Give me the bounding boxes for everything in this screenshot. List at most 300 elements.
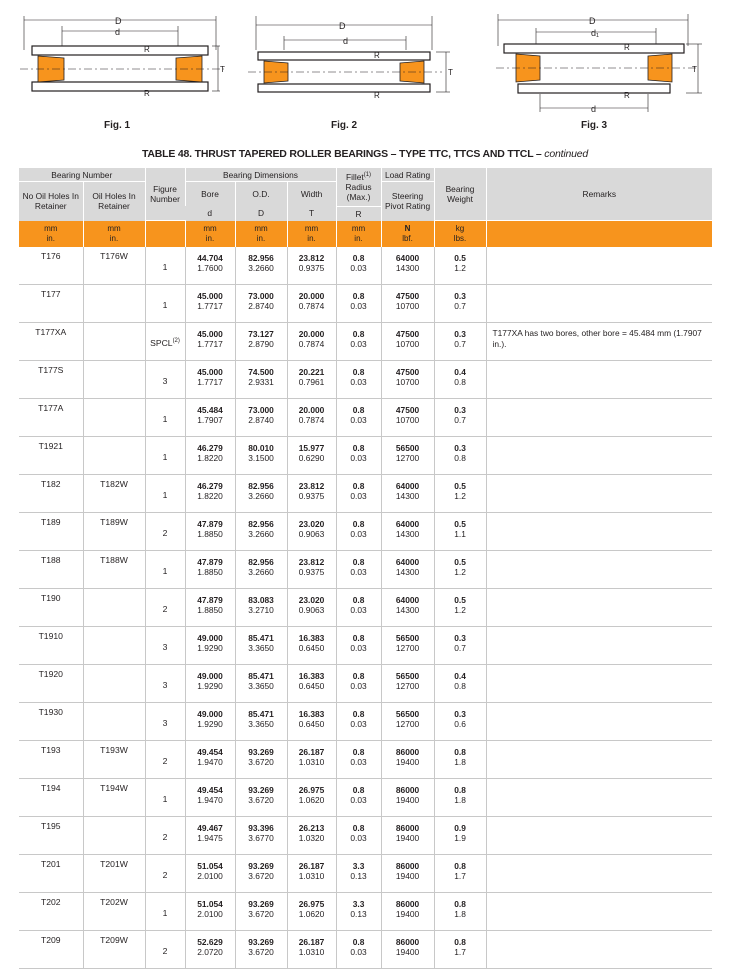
- cell-fillet: [336, 627, 381, 665]
- cell-width: [287, 551, 336, 589]
- cell-fillet-metric: 0.8: [352, 443, 365, 453]
- cell-load: [381, 475, 434, 513]
- cell-od: [235, 399, 287, 437]
- cell-remarks: T177XA has two bores, other bore = 45.484 mm (1.7907 in.).: [486, 323, 712, 361]
- cell-fillet: [336, 779, 381, 817]
- fig3-dim-R-bottom: R: [624, 91, 630, 100]
- cell-no-oil-holes: T1920: [19, 665, 83, 703]
- cell-width-metric: 23.812: [298, 253, 325, 263]
- unit-bottom: lbs.: [453, 234, 467, 243]
- cell-width-imperial: 0.9375: [298, 491, 325, 501]
- cell-load-imperial: 10700: [395, 377, 420, 387]
- cell-od-metric: 73.000: [248, 405, 274, 415]
- fig2-dim-R-bottom: R: [374, 91, 380, 100]
- cell-od-metric: 82.956: [248, 519, 274, 529]
- cell-oil-holes: [83, 665, 145, 703]
- fig3-dim-R-top: R: [624, 43, 630, 52]
- cell-remarks: [486, 399, 712, 437]
- cell-od-imperial: 3.6720: [248, 947, 274, 957]
- figure-3-drawing: [496, 0, 706, 120]
- cell-od-imperial: 2.8740: [248, 415, 274, 425]
- cell-od-imperial: 3.6720: [248, 795, 274, 805]
- cell-weight: [434, 551, 486, 589]
- cell-load-imperial: 14300: [395, 605, 420, 615]
- unit-top: mm: [203, 223, 217, 233]
- cell-weight-metric: 0.8: [454, 937, 466, 947]
- cell-remarks: [486, 627, 712, 665]
- cell-load-imperial: 12700: [395, 643, 420, 653]
- cell-weight: [434, 893, 486, 931]
- cell-bore-imperial: 1.9470: [197, 757, 223, 767]
- cell-load: [381, 893, 434, 931]
- fig3-dim-D: D: [589, 16, 596, 26]
- cell-bore: [185, 399, 235, 437]
- table-row: [19, 323, 712, 361]
- cell-od-metric: 83.083: [248, 595, 274, 605]
- unit-cell: [381, 221, 434, 248]
- cell-od-imperial: 2.8790: [248, 339, 274, 349]
- cell-weight-metric: 0.3: [454, 443, 466, 453]
- cell-width-imperial: 0.9375: [298, 567, 325, 577]
- cell-od-imperial: 3.6720: [248, 871, 274, 881]
- cell-weight-metric: 0.5: [454, 519, 466, 529]
- cell-bore: [185, 361, 235, 399]
- cell-remarks: [486, 665, 712, 703]
- cell-no-oil-holes: T209: [19, 931, 83, 969]
- cell-no-oil-holes: T189: [19, 513, 83, 551]
- cell-fillet-metric: 0.8: [352, 595, 365, 605]
- cell-width-metric: 16.383: [298, 633, 325, 643]
- cell-od: [235, 703, 287, 741]
- cell-no-oil-holes: T188: [19, 551, 83, 589]
- cell-bore: [185, 893, 235, 931]
- cell-figure-number: 1: [145, 893, 185, 931]
- cell-bore-imperial: 1.7907: [197, 415, 223, 425]
- cell-od-imperial: 3.2710: [248, 605, 274, 615]
- cell-width: [287, 741, 336, 779]
- cell-width-imperial: 0.7961: [298, 377, 325, 387]
- cell-bore: [185, 665, 235, 703]
- unit-cell: [145, 221, 185, 248]
- cell-od-imperial: 3.2660: [248, 491, 274, 501]
- cell-fillet: [336, 551, 381, 589]
- cell-load: [381, 323, 434, 361]
- cell-no-oil-holes: T1910: [19, 627, 83, 665]
- figure-1-label: Fig. 1: [104, 120, 131, 131]
- cell-od-metric: 82.956: [248, 253, 274, 263]
- cell-od-metric: 85.471: [248, 709, 274, 719]
- cell-load-metric: 86000: [395, 937, 420, 947]
- cell-load: [381, 589, 434, 627]
- cell-fillet-imperial: 0.03: [350, 453, 367, 463]
- cell-fillet: [336, 361, 381, 399]
- cell-no-oil-holes: T177S: [19, 361, 83, 399]
- cell-oil-holes: T194W: [83, 779, 145, 817]
- cell-weight-metric: 0.4: [454, 671, 466, 681]
- cell-weight-imperial: 1.2: [454, 567, 466, 577]
- cell-bore-imperial: 1.9475: [197, 833, 223, 843]
- table-title-text: TABLE 48. THRUST TAPERED ROLLER BEARINGS – TYPE TTC, TTCS AND TTCL –: [141, 148, 542, 160]
- cell-fillet-imperial: 0.03: [350, 377, 367, 387]
- cell-weight-imperial: 1.8: [454, 909, 466, 919]
- cell-load-metric: 64000: [395, 519, 420, 529]
- cell-load: [381, 285, 434, 323]
- cell-no-oil-holes: T1930: [19, 703, 83, 741]
- cell-fillet-metric: 0.8: [352, 253, 365, 263]
- cell-load: [381, 703, 434, 741]
- cell-figure-number: 2: [145, 817, 185, 855]
- cell-od-imperial: 3.3650: [248, 643, 274, 653]
- cell-fillet-metric: 0.8: [352, 557, 365, 567]
- cell-bore-imperial: 1.8850: [197, 605, 223, 615]
- cell-remarks: [486, 285, 712, 323]
- cell-no-oil-holes: T1921: [19, 437, 83, 475]
- cell-remarks: [486, 703, 712, 741]
- cell-width-metric: 15.977: [298, 443, 325, 453]
- cell-remarks: [486, 247, 712, 285]
- fig3-dim-T: T: [692, 65, 697, 74]
- cell-fillet-imperial: 0.03: [350, 263, 367, 273]
- table-row: [19, 247, 712, 285]
- cell-od: [235, 855, 287, 893]
- cell-width-imperial: 0.7874: [298, 339, 325, 349]
- cell-load: [381, 513, 434, 551]
- cell-oil-holes: [83, 437, 145, 475]
- cell-weight: [434, 475, 486, 513]
- cell-figure-number: 1: [145, 285, 185, 323]
- cell-width-imperial: 0.9063: [298, 605, 325, 615]
- unit-top: mm: [351, 223, 366, 233]
- cell-bore-metric: 47.879: [197, 595, 223, 605]
- cell-fillet-imperial: 0.03: [350, 833, 367, 843]
- cell-fillet-imperial: 0.03: [350, 605, 367, 615]
- cell-remarks: [486, 741, 712, 779]
- cell-bore-metric: 47.879: [197, 519, 223, 529]
- cell-oil-holes: [83, 361, 145, 399]
- cell-figure-number: 3: [145, 703, 185, 741]
- table-row: [19, 285, 712, 323]
- cell-od-metric: 73.000: [248, 291, 274, 301]
- cell-width-metric: 20.000: [298, 329, 325, 339]
- cell-load-metric: 47500: [395, 291, 420, 301]
- cell-bore: [185, 931, 235, 969]
- cell-remarks: [486, 931, 712, 969]
- table-row: [19, 931, 712, 969]
- cell-load-imperial: 12700: [395, 719, 420, 729]
- cell-weight: [434, 437, 486, 475]
- cell-oil-holes: T201W: [83, 855, 145, 893]
- cell-bore-metric: 47.879: [197, 557, 223, 567]
- cell-load-imperial: 19400: [395, 795, 420, 805]
- unit-bottom: in.: [307, 233, 316, 243]
- cell-od: [235, 779, 287, 817]
- fig3-dim-d1: d₁: [591, 28, 600, 38]
- cell-load-metric: 47500: [395, 405, 420, 415]
- cell-width-metric: 20.000: [298, 291, 325, 301]
- cell-weight: [434, 779, 486, 817]
- cell-width-metric: 23.020: [298, 519, 325, 529]
- cell-width-imperial: 1.0310: [298, 947, 325, 957]
- cell-fillet-metric: 0.8: [352, 481, 365, 491]
- cell-width-imperial: 0.6450: [298, 643, 325, 653]
- unit-cell: [235, 221, 287, 248]
- cell-load-imperial: 14300: [395, 529, 420, 539]
- cell-width: [287, 627, 336, 665]
- cell-od-imperial: 3.3650: [248, 681, 274, 691]
- unit-cell: [336, 221, 381, 248]
- cell-fillet-imperial: 0.03: [350, 491, 367, 501]
- cell-oil-holes: T176W: [83, 247, 145, 285]
- cell-weight-metric: 0.3: [454, 633, 466, 643]
- cell-od-imperial: 3.2660: [248, 567, 274, 577]
- cell-od-metric: 93.269: [248, 785, 274, 795]
- cell-od-metric: 74.500: [248, 367, 274, 377]
- cell-width: [287, 703, 336, 741]
- cell-load-metric: 64000: [395, 481, 420, 491]
- cell-bore-imperial: 1.8850: [197, 529, 223, 539]
- table-row: [19, 589, 712, 627]
- cell-bore-imperial: 2.0720: [197, 947, 223, 957]
- table-body: [19, 247, 712, 969]
- cell-figure-number: 2: [145, 513, 185, 551]
- cell-weight-imperial: 1.2: [454, 605, 466, 615]
- cell-load-imperial: 19400: [395, 871, 420, 881]
- cell-od: [235, 893, 287, 931]
- cell-weight: [434, 589, 486, 627]
- figure-3-label: Fig. 3: [581, 120, 608, 131]
- table-row: [19, 475, 712, 513]
- cell-width: [287, 475, 336, 513]
- cell-fillet-metric: 0.8: [352, 405, 365, 415]
- table-row: [19, 361, 712, 399]
- cell-weight: [434, 627, 486, 665]
- cell-load-imperial: 10700: [395, 339, 420, 349]
- cell-bore-metric: 45.000: [197, 367, 223, 377]
- cell-weight-imperial: 0.8: [454, 453, 466, 463]
- cell-width: [287, 665, 336, 703]
- cell-load-imperial: 19400: [395, 909, 420, 919]
- cell-weight: [434, 361, 486, 399]
- cell-bore: [185, 285, 235, 323]
- cell-weight-imperial: 1.9: [454, 833, 466, 843]
- cell-od: [235, 437, 287, 475]
- cell-load-imperial: 10700: [395, 415, 420, 425]
- fig1-dim-T: T: [220, 65, 225, 74]
- cell-width-imperial: 0.6290: [298, 453, 325, 463]
- header-width-symbol: T: [287, 206, 336, 221]
- cell-weight: [434, 817, 486, 855]
- cell-od: [235, 931, 287, 969]
- cell-fillet: [336, 817, 381, 855]
- cell-no-oil-holes: T177XA: [19, 323, 83, 361]
- cell-load-metric: 64000: [395, 595, 420, 605]
- table-row: [19, 437, 712, 475]
- cell-width: [287, 399, 336, 437]
- fig2-dim-D: D: [339, 21, 346, 31]
- cell-od-imperial: 3.2660: [248, 263, 274, 273]
- cell-bore: [185, 437, 235, 475]
- cell-od-metric: 93.269: [248, 747, 274, 757]
- cell-fillet-imperial: 0.03: [350, 681, 367, 691]
- cell-fillet: [336, 247, 381, 285]
- cell-load: [381, 855, 434, 893]
- cell-fillet-metric: 3.3: [352, 861, 365, 871]
- cell-bore-imperial: 1.8220: [197, 453, 223, 463]
- cell-bore-imperial: 1.9290: [197, 719, 223, 729]
- cell-figure-number: 3: [145, 627, 185, 665]
- cell-fillet-imperial: 0.03: [350, 415, 367, 425]
- cell-weight: [434, 931, 486, 969]
- cell-load-metric: 56500: [395, 709, 420, 719]
- cell-bore: [185, 475, 235, 513]
- cell-fillet: [336, 589, 381, 627]
- cell-figure-number: 1: [145, 247, 185, 285]
- cell-od: [235, 741, 287, 779]
- cell-bore: [185, 551, 235, 589]
- cell-load-imperial: 19400: [395, 757, 420, 767]
- cell-width-imperial: 1.0320: [298, 833, 325, 843]
- fig1-dim-R-top: R: [144, 45, 150, 54]
- table-row: [19, 703, 712, 741]
- cell-oil-holes: T188W: [83, 551, 145, 589]
- cell-oil-holes: [83, 817, 145, 855]
- cell-oil-holes: T189W: [83, 513, 145, 551]
- cell-od: [235, 817, 287, 855]
- cell-bore-imperial: 1.8220: [197, 491, 223, 501]
- cell-bore: [185, 741, 235, 779]
- cell-bore-imperial: 1.9290: [197, 681, 223, 691]
- cell-weight-imperial: 0.8: [454, 681, 466, 691]
- cell-no-oil-holes: T194: [19, 779, 83, 817]
- cell-width: [287, 893, 336, 931]
- cell-load-metric: 47500: [395, 329, 420, 339]
- cell-oil-holes: [83, 589, 145, 627]
- cell-width-metric: 20.000: [298, 405, 325, 415]
- cell-od: [235, 513, 287, 551]
- cell-bore-metric: 49.000: [197, 709, 223, 719]
- cell-load-metric: 86000: [395, 899, 420, 909]
- cell-figure-number: SPCL$^{(2)}$: [145, 323, 185, 361]
- cell-od-metric: 93.269: [248, 861, 274, 871]
- cell-width: [287, 855, 336, 893]
- cell-weight: [434, 399, 486, 437]
- cell-weight-metric: 0.8: [454, 861, 466, 871]
- table-row: [19, 551, 712, 589]
- cell-bore: [185, 589, 235, 627]
- header-od: O.D.: [235, 182, 287, 207]
- cell-remarks: [486, 817, 712, 855]
- cell-remarks: [486, 475, 712, 513]
- cell-weight-metric: 0.3: [454, 405, 466, 415]
- cell-figure-number: 3: [145, 361, 185, 399]
- unit-bottom: in.: [354, 233, 363, 243]
- cell-load: [381, 361, 434, 399]
- cell-od: [235, 475, 287, 513]
- cell-remarks: [486, 855, 712, 893]
- cell-width-imperial: 0.7874: [298, 415, 325, 425]
- cell-od-imperial: 3.3650: [248, 719, 274, 729]
- cell-load-metric: 64000: [395, 557, 420, 567]
- unit-top: mm: [254, 223, 268, 233]
- cell-bore-metric: 49.467: [197, 823, 223, 833]
- cell-width-metric: 26.187: [298, 861, 325, 871]
- cell-no-oil-holes: T202: [19, 893, 83, 931]
- cell-fillet: [336, 855, 381, 893]
- cell-width: [287, 285, 336, 323]
- cell-oil-holes: [83, 285, 145, 323]
- cell-weight-metric: 0.8: [454, 785, 466, 795]
- cell-weight-metric: 0.3: [454, 329, 466, 339]
- unit-bottom: in.: [256, 233, 266, 243]
- cell-weight-metric: 0.3: [454, 291, 466, 301]
- cell-bore-metric: 46.279: [197, 481, 223, 491]
- cell-od-imperial: 3.1500: [248, 453, 274, 463]
- unit-bottom: in.: [46, 233, 55, 243]
- cell-width-metric: 26.975: [298, 899, 325, 909]
- cell-width-imperial: 0.6450: [298, 719, 325, 729]
- cell-weight-imperial: 1.7: [454, 871, 466, 881]
- cell-load-metric: 86000: [395, 823, 420, 833]
- cell-fillet: [336, 399, 381, 437]
- cell-load-metric: 86000: [395, 747, 420, 757]
- fig1-dim-R-bottom: R: [144, 89, 150, 98]
- cell-width: [287, 437, 336, 475]
- cell-weight-metric: 0.5: [454, 595, 466, 605]
- cell-bore-imperial: 1.7717: [197, 339, 223, 349]
- cell-fillet-metric: 0.8: [352, 633, 365, 643]
- cell-fillet-imperial: 0.03: [350, 757, 367, 767]
- cell-weight: [434, 855, 486, 893]
- cell-width: [287, 779, 336, 817]
- header-bore: Bore: [185, 182, 235, 207]
- cell-fillet-imperial: 0.03: [350, 567, 367, 577]
- cell-weight: [434, 513, 486, 551]
- cell-no-oil-holes: T195: [19, 817, 83, 855]
- table-row: [19, 855, 712, 893]
- unit-bottom: in.: [109, 233, 119, 243]
- cell-no-oil-holes: T177: [19, 285, 83, 323]
- cell-remarks: [486, 437, 712, 475]
- cell-width-imperial: 1.0620: [298, 795, 325, 805]
- cell-fillet-metric: 0.8: [352, 785, 365, 795]
- cell-fillet-metric: 0.8: [352, 671, 365, 681]
- cell-oil-holes: T202W: [83, 893, 145, 931]
- cell-oil-holes: T209W: [83, 931, 145, 969]
- cell-no-oil-holes: T177A: [19, 399, 83, 437]
- cell-weight-imperial: 0.6: [454, 719, 466, 729]
- cell-oil-holes: [83, 627, 145, 665]
- cell-remarks: [486, 551, 712, 589]
- cell-figure-number: 1: [145, 779, 185, 817]
- header-fillet-footnote: (1): [363, 172, 372, 178]
- header-figure-number: Figure Number: [145, 168, 185, 221]
- cell-fillet: [336, 893, 381, 931]
- header-remarks: Remarks: [486, 168, 712, 221]
- cell-bore: [185, 247, 235, 285]
- cell-load: [381, 437, 434, 475]
- cell-fillet: [336, 323, 381, 361]
- cell-width-imperial: 0.9063: [298, 529, 325, 539]
- cell-bore-imperial: 1.7717: [197, 377, 223, 387]
- cell-bore-imperial: 2.0100: [197, 909, 223, 919]
- header-fillet-symbol: R: [336, 206, 381, 221]
- cell-fillet-imperial: 0.03: [350, 339, 367, 349]
- header-fillet-word: Fillet: [346, 171, 364, 182]
- cell-width-metric: 26.187: [298, 747, 325, 757]
- cell-weight-metric: 0.8: [454, 899, 466, 909]
- cell-bore: [185, 779, 235, 817]
- cell-remarks: [486, 513, 712, 551]
